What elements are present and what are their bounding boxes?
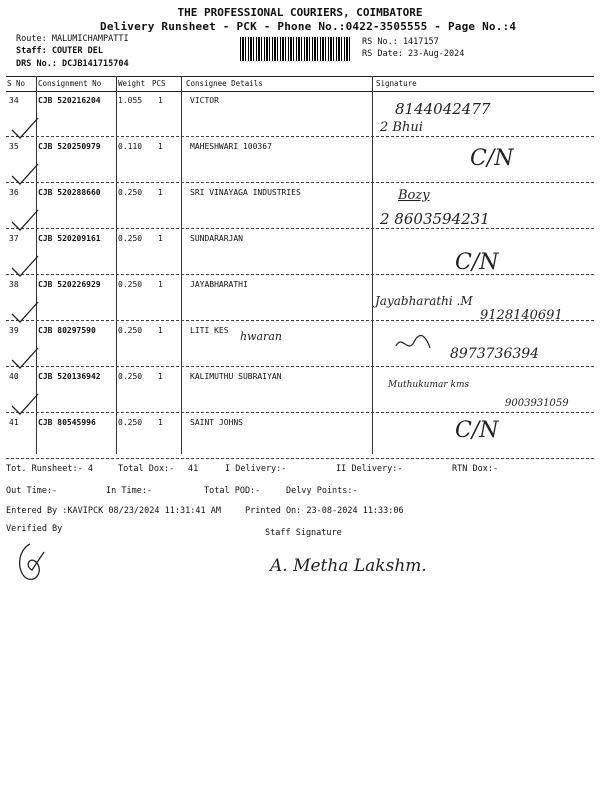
handwritten-phone: 9003931059	[505, 398, 569, 409]
handwritten-phone: 8144042477	[395, 100, 491, 118]
staff-handwritten-signature: A. Metha Lakshm.	[270, 556, 427, 576]
row-pcs: 1	[158, 418, 163, 427]
row-consignee: MAHESHWARI 100367	[190, 142, 272, 151]
row-sno: 34	[9, 96, 19, 105]
handwritten-cn: C/N	[455, 418, 499, 443]
row-weight: 0.250	[118, 372, 143, 381]
total-dox-label: Total Dox:-	[118, 464, 175, 474]
row-weight: 0.250	[118, 280, 143, 289]
row-weight: 0.250	[118, 234, 143, 243]
route-text: Route: MALUMICHAMPATTI	[16, 34, 129, 44]
row-pcs: 1	[158, 188, 163, 197]
handwritten-phone: 8973736394	[450, 346, 540, 362]
col-pcs: PCS	[152, 79, 166, 88]
verified-by-label: Verified By	[6, 524, 63, 534]
row-consignment: CJB 520250979	[38, 142, 101, 151]
row-consignment: CJB 80545996	[38, 418, 96, 427]
row-weight: 0.110	[118, 142, 143, 151]
checkmark-icons	[10, 110, 50, 430]
handwritten-cn: C/N	[470, 146, 514, 171]
rs-date: RS Date: 23-Aug-2024	[362, 49, 465, 59]
printed-on: Printed On: 23-08-2024 11:33:06	[245, 506, 404, 516]
handwritten-signature: Bozy	[398, 188, 430, 203]
handwritten-phone: 9128140691	[480, 308, 563, 323]
handwritten-name-suffix: hwaran	[240, 330, 282, 343]
scribble-signature	[394, 332, 434, 356]
row-consignee: KALIMUTHU SUBRAIYAN	[190, 372, 282, 381]
row-pcs: 1	[158, 96, 163, 105]
checkmark-icon	[12, 118, 38, 138]
handwritten-signature: Muthukumar kms	[388, 380, 470, 390]
drs-number: DRS No.: DCJB141715704	[16, 59, 129, 69]
col-weight: Weight	[118, 79, 146, 88]
row-weight: 0.250	[118, 326, 143, 335]
runsheet-title: Delivery Runsheet - PCK - Phone No.:0422-3505555 - Page No.:4	[100, 20, 517, 33]
rtn-dox: RTN Dox:-	[452, 464, 499, 474]
row-sno: 40	[9, 372, 19, 381]
i-delivery: I Delivery:-	[225, 464, 287, 474]
table-row	[6, 90, 594, 137]
total-runsheet: Tot. Runsheet:- 4	[6, 464, 93, 474]
table-row	[6, 412, 594, 459]
barcode	[240, 37, 350, 61]
col-signature: Signature	[376, 79, 417, 88]
row-pcs: 1	[158, 234, 163, 243]
checkmark-icon	[12, 348, 38, 368]
row-sno: 39	[9, 326, 19, 335]
handwritten-phone: 2 8603594231	[380, 210, 490, 228]
in-time: In Time:-	[106, 486, 153, 496]
table-row	[6, 182, 594, 229]
company-name: THE PROFESSIONAL COURIERS, COIMBATORE	[177, 6, 423, 19]
checkmark-icon	[12, 164, 38, 184]
col-consignment: Consignment No	[38, 79, 102, 88]
ii-delivery: II Delivery:-	[336, 464, 403, 474]
checkmark-icon	[12, 302, 38, 322]
checkmark-icon	[12, 394, 38, 414]
checkmark-icon	[12, 210, 38, 230]
row-pcs: 1	[158, 372, 163, 381]
row-consignment: CJB 520209161	[38, 234, 101, 243]
row-pcs: 1	[158, 142, 163, 151]
total-dox-value: 41	[188, 464, 199, 474]
row-consignment: CJB 520288660	[38, 188, 101, 197]
entered-by: Entered By :KAVIPCK 08/23/2024 11:31:41 AM	[6, 506, 221, 516]
table-row	[6, 228, 594, 275]
row-consignee: LITI KES	[190, 326, 229, 335]
handwritten-signature: 2 Bhui	[380, 120, 423, 135]
rs-number: RS No.: 1417157	[362, 37, 439, 47]
row-consignment: CJB 520226929	[38, 280, 101, 289]
row-consignee: SUNDARARJAN	[190, 234, 243, 243]
row-consignee: JAYABHARATHI	[190, 280, 248, 289]
row-sno: 37	[9, 234, 19, 243]
verifier-signature	[10, 540, 50, 586]
row-weight: 1.055	[118, 96, 143, 105]
row-weight: 0.250	[118, 188, 143, 197]
row-consignment: CJB 80297590	[38, 326, 96, 335]
row-consignment: CJB 520136942	[38, 372, 101, 381]
row-sno: 35	[9, 142, 19, 151]
delvy-points: Delvy Points:-	[286, 486, 358, 496]
col-sno: S No	[7, 79, 26, 88]
col-consignee: Consignee Details	[186, 79, 263, 88]
total-pod: Total POD:-	[204, 486, 261, 496]
row-consignee: SAINT JOHNS	[190, 418, 243, 427]
row-consignee: VICTOR	[190, 96, 219, 105]
out-time: Out Time:-	[6, 486, 58, 496]
staff-signature-label: Staff Signature	[265, 528, 342, 538]
staff-text: Staff: COUTER DEL	[16, 46, 103, 56]
checkmark-icon	[12, 256, 38, 276]
row-pcs: 1	[158, 326, 163, 335]
row-weight: 0.250	[118, 418, 143, 427]
row-consignee: SRI VINAYAGA INDUSTRIES	[190, 188, 301, 197]
row-sno: 36	[9, 188, 19, 197]
row-consignment: CJB 520216204	[38, 96, 101, 105]
row-sno: 41	[9, 418, 19, 427]
handwritten-cn: C/N	[455, 250, 499, 275]
handwritten-signature: Jayabharathi .M	[375, 294, 473, 308]
row-pcs: 1	[158, 280, 163, 289]
row-sno: 38	[9, 280, 19, 289]
